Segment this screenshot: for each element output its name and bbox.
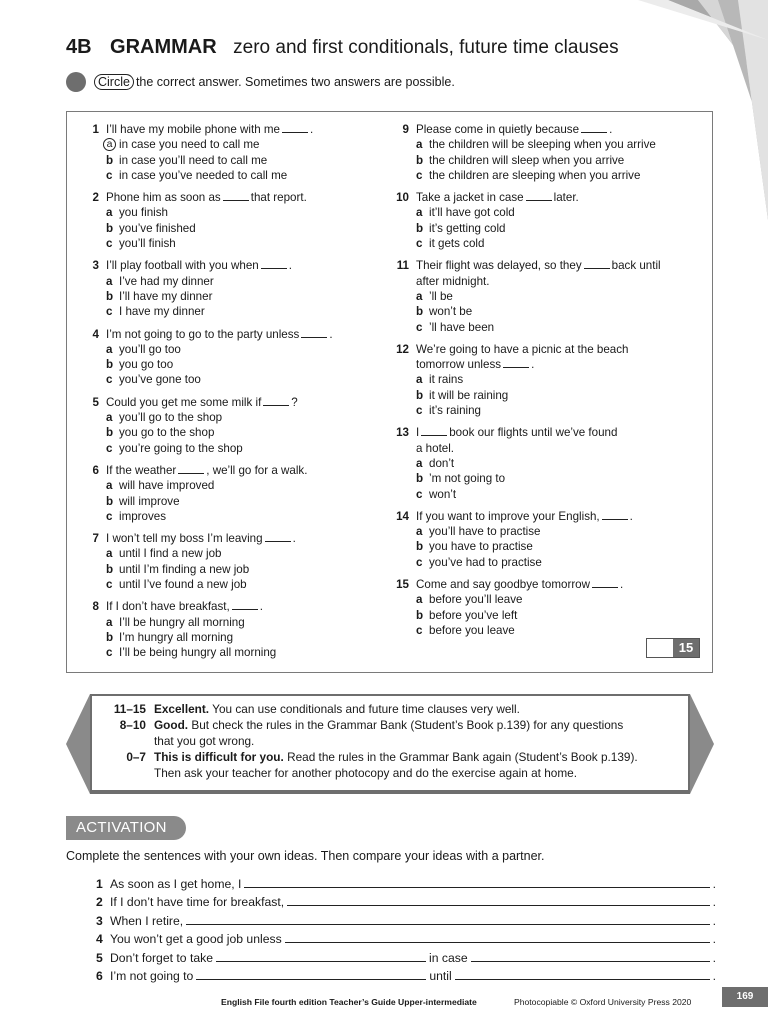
option-text: ’m not going to [429, 472, 506, 486]
option-text: ’ll be [429, 289, 453, 303]
answer-line[interactable] [287, 905, 710, 906]
question-number: 10 [396, 191, 409, 205]
question-text: I won’t tell my boss I’m leaving . [106, 532, 296, 546]
option-letter: b [106, 494, 114, 508]
option-letter: a [416, 138, 423, 152]
answer-option[interactable] [77, 509, 377, 524]
answer-option[interactable] [387, 555, 707, 570]
answer-option[interactable] [387, 608, 707, 623]
answer-option[interactable] [77, 410, 377, 425]
question-stem-continued: a hotel. [416, 441, 455, 455]
option-letter: b [106, 289, 114, 303]
circled-option-letter: a [103, 138, 116, 151]
question-item [77, 258, 377, 319]
feedback-right-arrow-icon [690, 694, 714, 794]
activation-prompt: I’m not going to [110, 969, 194, 983]
option-letter: c [416, 320, 423, 334]
answer-option[interactable] [387, 221, 707, 236]
question-number: 7 [92, 532, 99, 546]
option-letter: c [416, 623, 423, 637]
question-text: Phone him as soon as that report. [106, 191, 307, 205]
option-letter: a [416, 525, 423, 539]
option-letter: a [106, 342, 113, 356]
option-text: before you’ve left [429, 608, 518, 622]
option-text: you go too [119, 358, 174, 372]
option-letter: b [106, 358, 114, 372]
activation-item [96, 891, 716, 910]
answer-blank[interactable] [581, 122, 607, 133]
activation-number: 1 [96, 876, 103, 891]
activation-prompt: in case [428, 950, 468, 965]
option-letter: b [106, 221, 114, 235]
answer-blank[interactable] [261, 258, 287, 269]
feedback-box [90, 694, 690, 794]
answer-blank[interactable] [282, 122, 308, 133]
question-item [77, 463, 377, 524]
option-text: you’ve finished [119, 221, 196, 235]
question-item [387, 425, 707, 501]
question-item [77, 599, 377, 660]
option-letter: b [416, 608, 424, 622]
option-letter: c [416, 168, 423, 182]
question-number: 12 [396, 342, 409, 356]
option-text: I’m hungry all morning [119, 630, 234, 644]
option-letter: a [416, 593, 423, 607]
question-item [387, 509, 707, 570]
question-number: 13 [396, 426, 409, 440]
option-letter: c [106, 305, 113, 319]
option-text: will improve [119, 494, 180, 508]
activation-number: 6 [96, 969, 103, 983]
option-text: it will be raining [429, 388, 509, 402]
option-text: I’ll be hungry all morning [119, 615, 245, 629]
question-stem-continued: tomorrow unless . [416, 358, 535, 372]
answer-option[interactable] [387, 623, 707, 638]
option-letter: a [416, 206, 423, 220]
answer-option[interactable] [77, 615, 377, 630]
answer-option[interactable] [77, 236, 377, 251]
option-letter: c [106, 646, 113, 660]
question-text: I’ll have my mobile phone with me . [106, 123, 314, 136]
activation-item [96, 946, 716, 965]
option-text: it’s getting cold [429, 221, 506, 235]
question-stem [77, 395, 377, 410]
answer-option[interactable] [77, 562, 377, 577]
question-item [77, 531, 377, 592]
answer-line[interactable] [285, 942, 710, 943]
option-text: until I’ve found a new job [119, 578, 247, 592]
option-text: it’s raining [429, 404, 481, 418]
answer-line[interactable] [471, 961, 710, 962]
question-stem [77, 599, 377, 614]
answer-line[interactable] [186, 924, 709, 925]
answer-option[interactable] [77, 342, 377, 357]
question-number: 6 [92, 463, 99, 477]
activation-number: 5 [96, 950, 103, 965]
activation-number: 3 [96, 913, 103, 928]
option-text: in case you’ve needed to call me [119, 168, 288, 182]
option-letter: a [106, 615, 113, 629]
question-text: Please come in quietly because . [416, 123, 613, 136]
score-total: 15 [673, 639, 699, 657]
option-text: in case you need to call me [119, 138, 260, 152]
answer-option[interactable] [387, 205, 707, 220]
question-text: Come and say goodbye tomorrow . [416, 578, 624, 592]
question-stem [387, 342, 707, 357]
sentence-end: . [712, 913, 716, 928]
answer-option[interactable] [77, 441, 377, 456]
answer-option[interactable] [77, 137, 377, 152]
answer-option[interactable] [77, 645, 377, 660]
option-text: you’re going to the shop [119, 441, 243, 455]
question-stem [387, 425, 707, 440]
answer-line[interactable] [216, 961, 426, 962]
option-text: it’ll have got cold [429, 206, 515, 220]
question-item [77, 122, 377, 183]
question-item [77, 327, 377, 388]
feedback-left-arrow-icon [66, 694, 90, 794]
option-text: you go to the shop [119, 426, 215, 440]
option-text: I have my dinner [119, 305, 205, 319]
question-text: If you want to improve your English, . [416, 509, 633, 523]
answer-option[interactable] [77, 478, 377, 493]
answer-line[interactable] [196, 979, 426, 980]
answer-option[interactable] [387, 372, 707, 387]
question-text: I’m not going to go to the party unless . [106, 327, 333, 341]
footer-book-title: English File fourth edition Teacher’s Guide Upper-intermediate [221, 997, 477, 1007]
answer-option[interactable] [387, 320, 707, 335]
question-item [387, 190, 707, 251]
answer-option[interactable] [77, 289, 377, 304]
answer-option[interactable] [77, 274, 377, 289]
sentence-end: . [712, 876, 716, 891]
question-number: 3 [92, 259, 99, 273]
question-stem [77, 531, 377, 546]
activation-prompt: You won’t get a good job unless [110, 932, 282, 946]
answer-option[interactable] [387, 403, 707, 418]
topic-title: zero and first conditionals, future time clauses [233, 37, 619, 58]
score-entry-field[interactable] [647, 639, 673, 657]
question-number: 1 [92, 123, 99, 136]
question-stem [387, 190, 707, 205]
answer-blank[interactable] [421, 425, 447, 436]
activation-prompt: If I don’t have time for breakfast, [110, 895, 285, 909]
question-stem [387, 122, 707, 137]
sentence-end: . [712, 932, 716, 946]
answer-option[interactable] [387, 524, 707, 539]
answer-blank[interactable] [602, 509, 628, 520]
sentence-end: . [712, 969, 716, 983]
option-text: ’ll have been [429, 320, 495, 334]
instruction-text: the correct answer. Sometimes two answers are possible. [135, 75, 455, 89]
option-letter: b [106, 153, 114, 167]
questions-left-column [77, 122, 377, 668]
option-letter: c [416, 487, 423, 501]
answer-option[interactable] [77, 153, 377, 168]
question-stem [387, 509, 707, 524]
question-item [387, 342, 707, 418]
activation-prompt: As soon as I get home, I [110, 876, 242, 891]
answer-option[interactable] [77, 205, 377, 220]
question-item [77, 190, 377, 251]
option-letter: b [416, 153, 424, 167]
question-text: Their flight was delayed, so they back until [416, 259, 661, 273]
option-letter: c [106, 578, 113, 592]
option-letter: a [416, 373, 423, 387]
lesson-code: 4B [66, 36, 92, 58]
answer-option[interactable] [387, 456, 707, 471]
option-text: the children are sleeping when you arrive [429, 168, 641, 182]
answer-option[interactable] [77, 630, 377, 645]
answer-option[interactable] [77, 304, 377, 319]
feedback-row: 0–7 This is difficult for you. Read the rules in the Grammar Bank again (Student’s Book p.139). [126, 750, 638, 764]
activation-prompt: Don’t forget to take [110, 950, 213, 965]
activation-prompt: When I retire, [110, 913, 184, 928]
feedback-row: 8–10 Good. But check the rules in the Grammar Bank (Student’s Book p.139) for any questions [119, 718, 624, 732]
question-text: Could you get me some milk if ? [106, 395, 298, 409]
question-number: 8 [92, 600, 99, 614]
answer-option[interactable] [77, 577, 377, 592]
option-text: don’t [429, 456, 455, 470]
option-text: you’ll go too [119, 342, 181, 356]
option-text: it gets cold [429, 237, 485, 251]
feedback-row: 11–15 Excellent. You can use conditionals and future time clauses very well. [113, 702, 520, 716]
option-letter: a [416, 289, 423, 303]
option-letter: c [106, 509, 113, 523]
answer-option[interactable] [77, 372, 377, 387]
option-text: the children will be sleeping when you arrive [429, 138, 656, 152]
bullet-dot-icon [66, 72, 86, 92]
activation-tab: ACTIVATION [66, 816, 186, 840]
activation-number: 4 [96, 932, 103, 946]
option-letter: b [416, 472, 424, 486]
question-item [77, 395, 377, 456]
answer-blank[interactable] [178, 463, 204, 474]
answer-option[interactable] [77, 357, 377, 372]
option-letter: b [416, 305, 424, 319]
question-text: If the weather , we’ll go for a walk. [106, 463, 308, 477]
question-number: 4 [92, 327, 99, 341]
option-letter: c [416, 555, 423, 569]
answer-blank[interactable] [503, 357, 529, 368]
page-number: 169 [722, 987, 768, 1007]
question-text: I’ll play football with you when . [106, 259, 292, 273]
question-stem [77, 122, 377, 137]
question-text: If I don’t have breakfast, . [106, 600, 263, 614]
option-text: you’ve gone too [119, 373, 201, 387]
answer-option[interactable] [387, 471, 707, 486]
option-letter: a [106, 206, 113, 220]
question-text: I book our flights until we’ve found [416, 426, 618, 440]
option-letter: a [106, 479, 113, 493]
answer-option[interactable] [77, 494, 377, 509]
question-stem [387, 258, 707, 273]
option-letter: c [416, 237, 423, 251]
option-letter: b [416, 388, 424, 402]
option-text: you’ll go to the shop [119, 411, 223, 425]
option-text: you’ll have to practise [429, 525, 541, 539]
question-item [387, 122, 707, 183]
answer-option[interactable] [77, 168, 377, 183]
question-text: We’re going to have a picnic at the beach [416, 342, 629, 356]
question-number: 9 [402, 123, 409, 136]
question-number: 14 [396, 509, 409, 523]
exercise-instruction [66, 72, 455, 92]
footer-copyright: Photocopiable © Oxford University Press 2020 [514, 997, 692, 1007]
option-text: before you leave [429, 623, 515, 637]
option-letter: c [106, 441, 113, 455]
answer-option[interactable] [387, 388, 707, 403]
answer-blank[interactable] [301, 327, 327, 338]
answer-option[interactable] [387, 153, 707, 168]
question-text: Take a jacket in case later. [416, 191, 579, 205]
option-text: won’t be [429, 305, 473, 319]
activation-number: 2 [96, 895, 103, 909]
option-text: you’ll finish [119, 237, 176, 251]
option-text: the children will sleep when you arrive [429, 153, 625, 167]
option-text: you have to practise [429, 540, 533, 554]
answer-line[interactable] [244, 887, 709, 888]
option-letter: c [106, 373, 113, 387]
answer-option[interactable] [77, 221, 377, 236]
activation-item [96, 872, 716, 891]
option-letter: a [106, 274, 113, 288]
page-heading [66, 36, 619, 59]
option-text: I’ll be being hungry all morning [119, 646, 277, 660]
option-text: I’ll have my dinner [119, 289, 213, 303]
answer-option[interactable] [387, 487, 707, 502]
answer-option[interactable] [387, 539, 707, 554]
option-letter: b [416, 221, 424, 235]
question-number: 11 [396, 259, 409, 273]
answer-blank[interactable] [263, 395, 289, 406]
answer-option[interactable] [387, 592, 707, 607]
activation-item [96, 965, 716, 984]
sentence-end: . [712, 950, 716, 965]
option-letter: c [106, 237, 113, 251]
option-text: until I’m finding a new job [119, 562, 250, 576]
question-stem [77, 190, 377, 205]
question-stem [387, 577, 707, 592]
option-text: before you’ll leave [429, 593, 523, 607]
option-text: you finish [119, 206, 168, 220]
answer-blank[interactable] [526, 190, 552, 201]
questions-right-column [387, 122, 707, 645]
option-letter: b [106, 426, 114, 440]
question-stem [77, 258, 377, 273]
question-number: 15 [396, 578, 409, 592]
answer-option[interactable] [77, 546, 377, 561]
option-text: will have improved [119, 479, 215, 493]
activation-item [96, 928, 716, 947]
option-letter: a [106, 411, 113, 425]
answer-option[interactable] [387, 137, 707, 152]
activation-list [96, 872, 716, 983]
option-letter: c [416, 404, 423, 418]
circle-word: Circle [94, 74, 134, 90]
question-item [387, 577, 707, 638]
activation-prompt: until [429, 969, 452, 983]
option-letter: a [416, 456, 423, 470]
option-letter: b [106, 630, 114, 644]
question-stem-continued: after midnight. [416, 274, 490, 288]
option-letter: c [106, 168, 113, 182]
answer-blank[interactable] [584, 258, 610, 269]
option-letter: b [106, 562, 114, 576]
feedback-row-continued: Then ask your teacher for another photocopy and do the exercise again at home. [154, 766, 577, 780]
answer-blank[interactable] [232, 599, 258, 610]
option-letter: b [416, 540, 424, 554]
option-letter: a [106, 547, 113, 561]
option-text: in case you’ll need to call me [119, 153, 268, 167]
option-text: it rains [429, 373, 464, 387]
question-stem [77, 327, 377, 342]
activation-instruction: Complete the sentences with your own ideas. Then compare your ideas with a partner. [66, 849, 545, 863]
answer-blank[interactable] [265, 531, 291, 542]
answer-option[interactable] [387, 168, 707, 183]
answer-option[interactable] [387, 304, 707, 319]
option-text: you’ve had to practise [429, 555, 542, 569]
answer-line[interactable] [455, 979, 710, 980]
option-text: won’t [429, 487, 457, 501]
question-stem [77, 463, 377, 478]
activation-item [96, 909, 716, 928]
option-text: improves [119, 509, 167, 523]
answer-option[interactable] [387, 289, 707, 304]
option-text: until I find a new job [119, 547, 222, 561]
question-number: 2 [92, 191, 99, 205]
question-item [387, 258, 707, 334]
answer-blank[interactable] [592, 577, 618, 588]
question-number: 5 [92, 395, 99, 409]
sentence-end: . [712, 895, 716, 909]
answer-blank[interactable] [223, 190, 249, 201]
answer-option[interactable] [387, 236, 707, 251]
section-label: GRAMMAR [110, 36, 217, 58]
answer-option[interactable] [77, 425, 377, 440]
feedback-row-continued: that you got wrong. [154, 734, 255, 748]
score-box [646, 638, 700, 658]
questions-box [66, 111, 713, 673]
option-text: I’ve had my dinner [119, 274, 214, 288]
